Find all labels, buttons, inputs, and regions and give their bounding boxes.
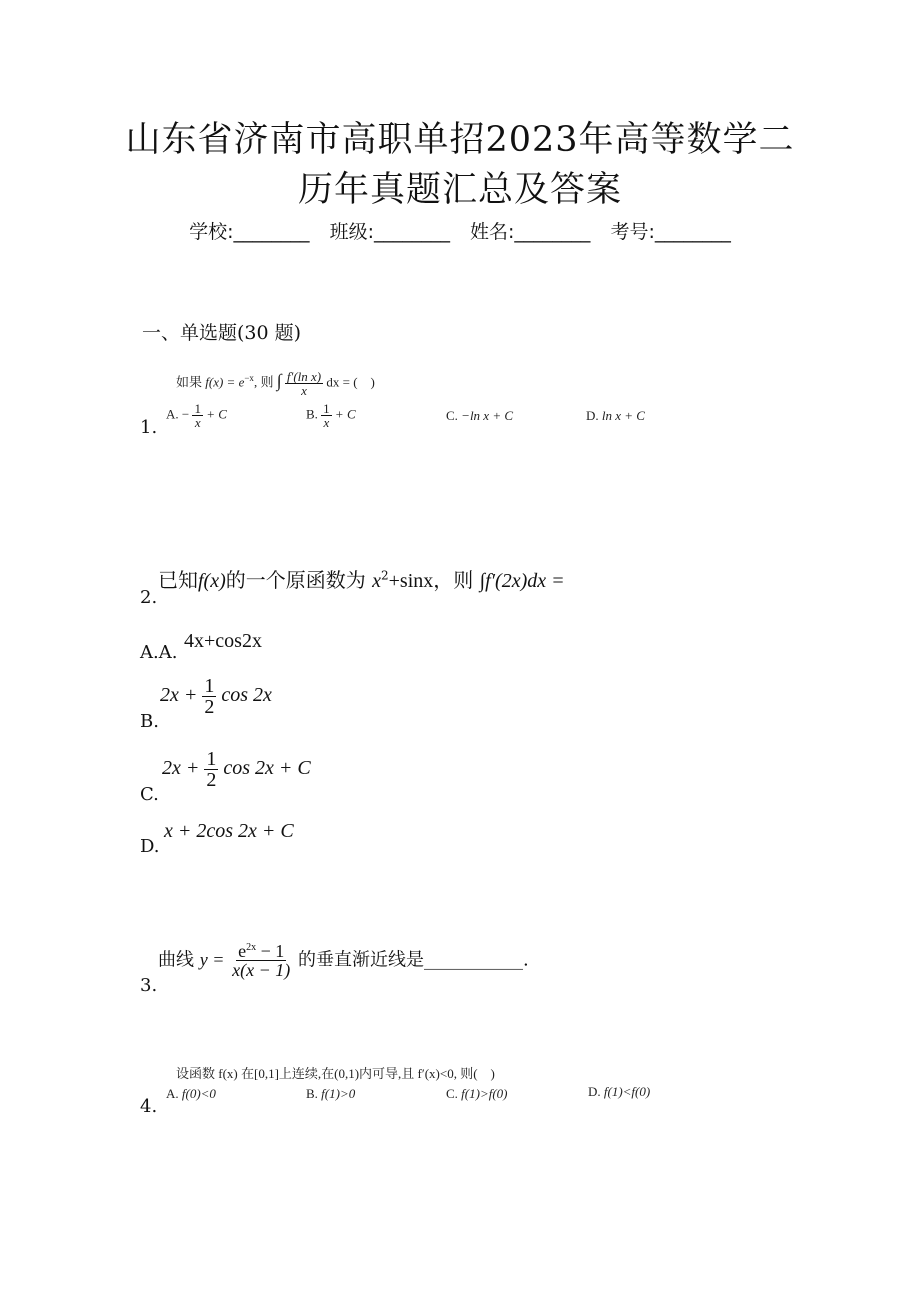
q2-stem-a: 已知 <box>158 568 198 592</box>
q1-integrand-fraction <box>285 370 323 397</box>
q2-option-d-label: D. <box>140 836 160 857</box>
q2-option-c-label: C. <box>140 784 159 805</box>
q2-option-b-num: 1 <box>204 675 215 697</box>
document-title-line-1: 山东省济南市高职单招2023年高等数学二 <box>125 120 795 160</box>
q4-stem: 设函数 f(x) 在[0,1]上连续,在(0,1)内可导,且 f′(x)<0, 则( ) <box>176 1066 495 1081</box>
q3-stem-a: 曲线 <box>158 949 194 971</box>
q1-stem-mid: , 则 <box>253 374 274 390</box>
q1-stem-suffix: dx = ( ) <box>326 374 375 390</box>
q2-option-c-expr <box>162 749 311 790</box>
q2-number: 2. <box>140 587 158 608</box>
q2-stem-e: +sinx，则 <box>388 570 474 592</box>
q2-option-c-lead: 2x + <box>162 757 200 780</box>
q4-option-d-label: D. <box>588 1084 601 1099</box>
q1-integrand-numerator: f′(ln x) <box>286 369 322 384</box>
q1-stem <box>176 370 375 397</box>
q2-option-b-lead: 2x + <box>160 684 198 707</box>
q1-option-c-label: C. <box>446 408 458 423</box>
integral-sign: ∫ <box>276 370 282 391</box>
q2-option-d-expr: x + 2cos 2x + C <box>164 820 294 842</box>
q4-option-b-expr: f(1)>0 <box>321 1086 356 1101</box>
q4-number: 4. <box>140 1096 158 1117</box>
q4-option-c-expr: f(1)>f(0) <box>461 1086 508 1101</box>
q2-option-a-expr: 4x+cos2x <box>184 630 262 652</box>
q1-option-b-den: x <box>323 415 330 430</box>
q4-option-a-expr: f(0)<0 <box>181 1086 216 1101</box>
q4-option-b-label: B. <box>306 1086 318 1101</box>
q2-stem-integral: ∫f′(2x)dx = <box>479 570 565 592</box>
q1-stem-prefix: 如果 <box>176 374 203 390</box>
q2-option-b-tail: cos 2x <box>221 684 272 707</box>
q1-option-a-sign: − <box>181 406 190 422</box>
q2-option-a-label: A.A. <box>140 642 178 663</box>
q1-option-c <box>446 408 513 424</box>
q3-answer-blank: ___________. <box>423 949 529 971</box>
student-info-fields <box>0 217 920 244</box>
q4-option-c-label: C. <box>446 1086 458 1101</box>
q3-stem-c: 的垂直渐近线是 <box>297 949 424 971</box>
q2-option-b-expr <box>160 676 272 717</box>
q2-option-c-tail: cos 2x + C <box>223 757 311 780</box>
q2-option-b-den: 2 <box>204 696 215 718</box>
q2-option-c-num: 1 <box>206 748 217 770</box>
name-field: 姓名:________ <box>470 221 591 243</box>
q2-stem-func: f(x) <box>198 570 226 592</box>
q1-integrand-denominator: x <box>301 383 307 398</box>
q1-option-a-den: x <box>194 415 201 430</box>
q1-option-d-label: D. <box>586 408 599 423</box>
q2-option-b-label: B. <box>140 711 159 732</box>
q3-num-base: e <box>238 941 247 961</box>
q2-stem-exp: 2 <box>381 568 389 583</box>
q3-stem <box>158 942 529 979</box>
exam-number-field: 考号:________ <box>610 221 731 243</box>
q2-option-c-den: 2 <box>206 769 217 791</box>
q4-option-d <box>588 1084 650 1100</box>
q4-option-d-expr: f(1)<f(0) <box>603 1084 651 1099</box>
school-field: 学校:________ <box>189 221 310 243</box>
q1-option-a-tail: + C <box>206 406 227 422</box>
class-field: 班级:________ <box>329 221 450 243</box>
q3-stem-y: y = <box>199 949 225 970</box>
q1-option-b-label: B. <box>306 406 318 422</box>
q4-option-b <box>306 1086 355 1102</box>
q1-number: 1. <box>140 417 158 438</box>
q4-option-a <box>166 1086 216 1102</box>
q3-num-tail: − 1 <box>260 941 285 961</box>
q1-option-b-fraction <box>321 402 332 429</box>
q3-fraction <box>230 942 292 979</box>
q1-option-a-fraction <box>192 402 203 429</box>
section-heading: 一、单选题(30 题) <box>142 322 302 344</box>
q1-option-d-expr: ln x + C <box>601 408 645 423</box>
q1-option-a-label: A. <box>166 406 179 422</box>
q1-option-d <box>586 408 645 424</box>
q2-stem <box>158 564 565 593</box>
q3-numerator <box>236 942 286 961</box>
q1-option-b-tail: + C <box>334 406 356 422</box>
q1-option-b-num: 1 <box>323 401 330 416</box>
q1-option-b <box>306 402 356 429</box>
q3-num-exp: 2x <box>246 942 257 953</box>
q3-denominator: x(x − 1) <box>232 960 291 980</box>
document-title-line-2: 历年真题汇总及答案 <box>297 170 622 210</box>
q1-option-a-num: 1 <box>194 401 201 416</box>
q1-stem-exp: −x <box>244 373 254 384</box>
q3-number: 3. <box>140 975 158 996</box>
q2-stem-var: x <box>372 570 382 592</box>
q1-stem-func: f(x) = e <box>205 374 245 390</box>
q2-option-b-fraction <box>202 676 216 717</box>
q1-option-a <box>166 402 227 429</box>
q1-option-c-expr: −ln x + C <box>461 408 514 423</box>
q4-option-a-label: A. <box>166 1086 179 1101</box>
q2-stem-c: 的一个原函数为 <box>225 568 366 592</box>
q2-option-c-fraction <box>204 749 218 790</box>
q4-option-c <box>446 1086 507 1102</box>
